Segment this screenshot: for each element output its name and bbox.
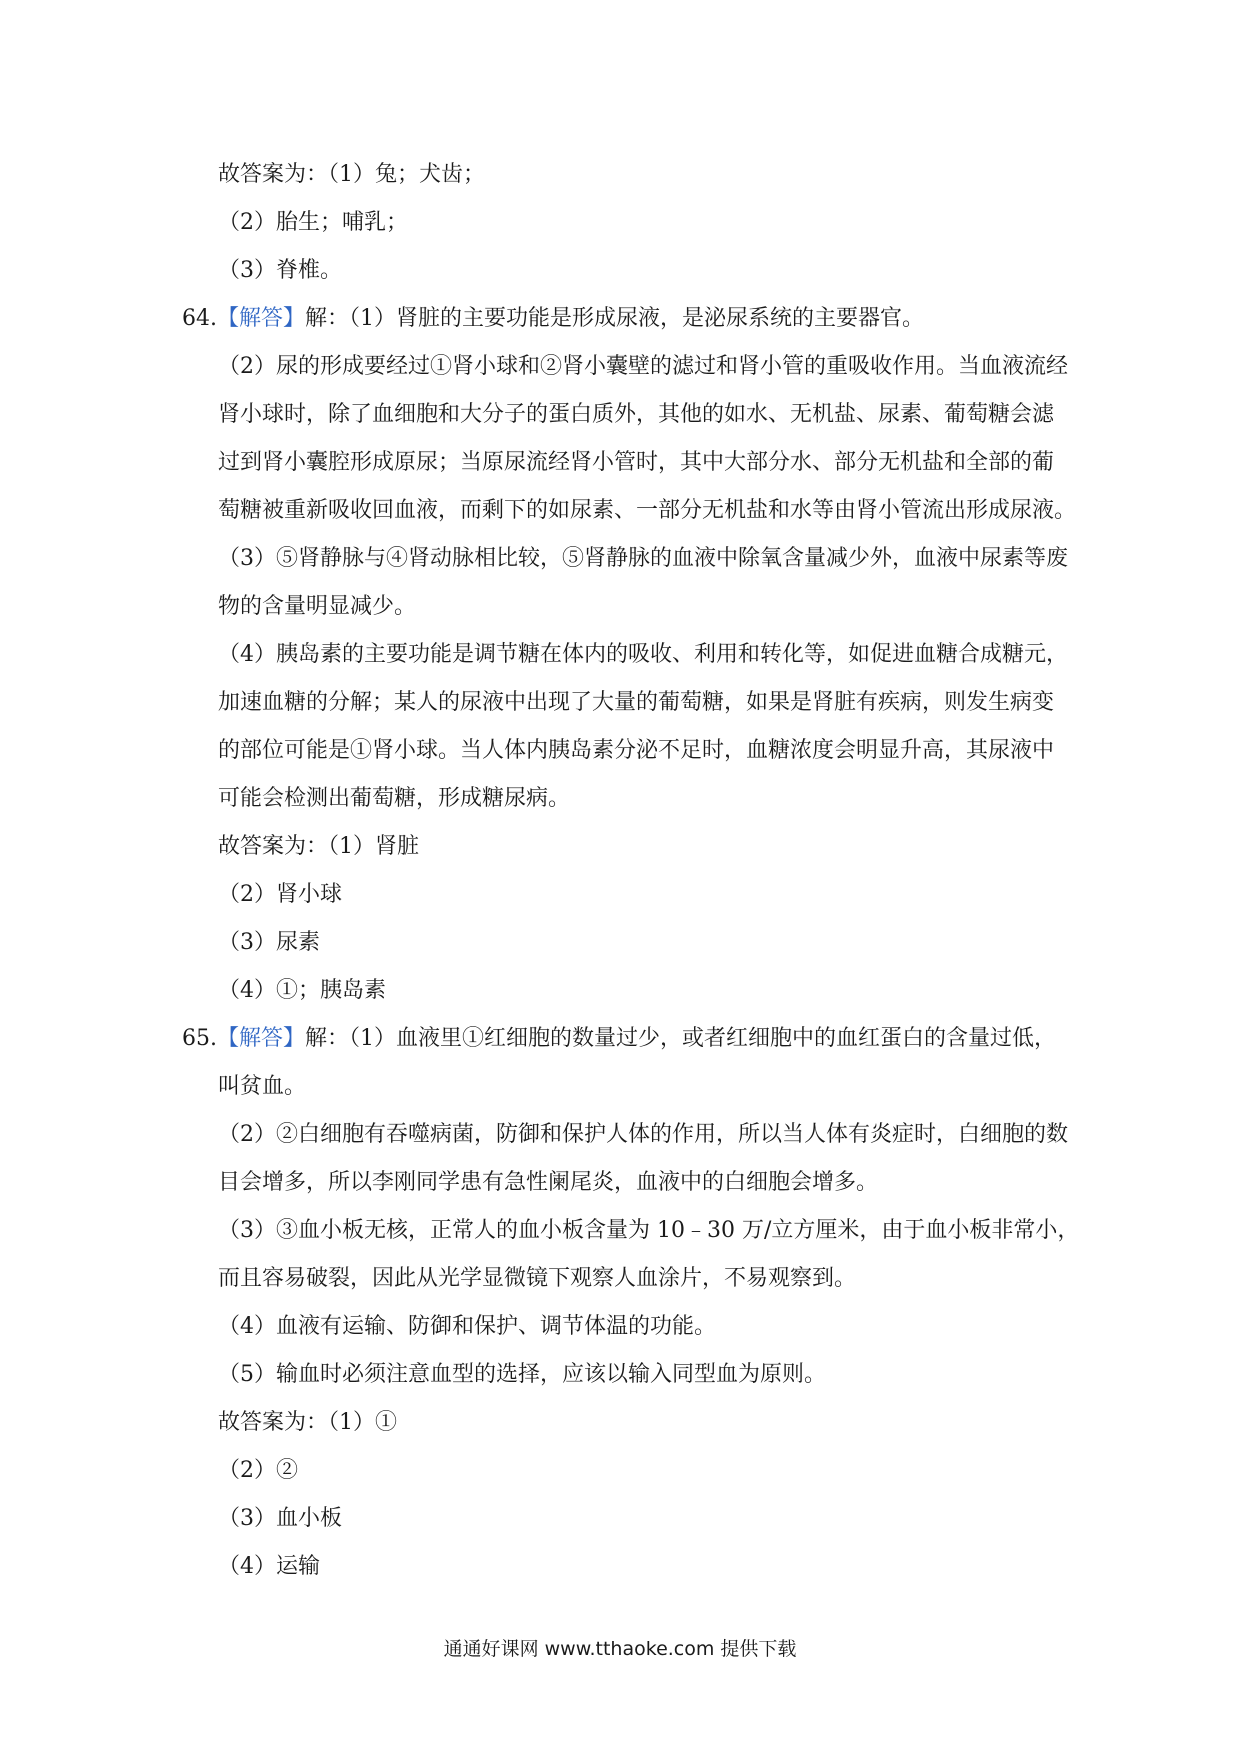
question-text: 解：（1）血液里①红细胞的数量过少，或者红细胞中的血红蛋白的含量过低， bbox=[305, 1026, 1057, 1051]
answer-line: （2）尿的形成要经过①肾小球和②肾小囊壁的滤过和肾小管的重吸收作用。当血液流经 bbox=[218, 354, 1068, 379]
page-footer: 通通好课网 www.tthaoke.com 提供下载 bbox=[443, 1638, 797, 1660]
answer-line: （4）①；胰岛素 bbox=[218, 978, 386, 1003]
answer-line: （2）肾小球 bbox=[218, 882, 342, 907]
answer-line: （5）输血时必须注意血型的选择，应该以输入同型血为原则。 bbox=[218, 1362, 826, 1387]
answer-line: 可能会检测出葡萄糖，形成糖尿病。 bbox=[218, 786, 571, 811]
question-text: 解：（1）肾脏的主要功能是形成尿液，是泌尿系统的主要器官。 bbox=[305, 306, 925, 331]
answer-line: （3）尿素 bbox=[218, 930, 320, 955]
answer-line: 萄糖被重新吸收回血液，而剩下的如尿素、一部分无机盐和水等由肾小管流出形成尿液。 bbox=[218, 498, 1077, 523]
answer-line: （3）脊椎。 bbox=[218, 258, 342, 283]
answer-line: 而且容易破裂，因此从光学显微镜下观察人血涂片，不易观察到。 bbox=[218, 1266, 857, 1291]
answer-line: 加速血糖的分解；某人的尿液中出现了大量的葡萄糖，如果是肾脏有疾病，则发生病变 bbox=[218, 690, 1055, 715]
question-65-heading bbox=[182, 1024, 1056, 1054]
answer-tag: 【解答】 bbox=[217, 306, 306, 331]
answer-line: （2）胎生；哺乳； bbox=[218, 210, 408, 235]
answer-line: 故答案为：（1）肾脏 bbox=[218, 834, 419, 859]
answer-line: 的部位可能是①肾小球。当人体内胰岛素分泌不足时，血糖浓度会明显升高，其尿液中 bbox=[218, 738, 1055, 763]
answer-tag: 【解答】 bbox=[217, 1026, 306, 1051]
answer-line: 故答案为：（1）① bbox=[218, 1410, 397, 1435]
answer-line: （4）运输 bbox=[218, 1554, 320, 1579]
answer-line: （4）胰岛素的主要功能是调节糖在体内的吸收、利用和转化等，如促进血糖合成糖元， bbox=[218, 642, 1068, 667]
answer-line: 故答案为：（1）兔；犬齿； bbox=[218, 162, 485, 187]
answer-line: （3）血小板 bbox=[218, 1506, 342, 1531]
answer-line: （4）血液有运输、防御和保护、调节体温的功能。 bbox=[218, 1314, 716, 1339]
answer-line: （3）⑤肾静脉与④肾动脉相比较，⑤肾静脉的血液中除氧含量减少外，血液中尿素等废 bbox=[218, 546, 1068, 571]
answer-line: （2）②白细胞有吞噬病菌，防御和保护人体的作用，所以当人体有炎症时，白细胞的数 bbox=[218, 1122, 1068, 1147]
answer-line: 目会增多，所以李刚同学患有急性阑尾炎，血液中的白细胞会增多。 bbox=[218, 1170, 879, 1195]
question-number: 65. bbox=[182, 1026, 217, 1051]
answer-line: 过到肾小囊腔形成原尿；当原尿流经肾小管时，其中大部分水、部分无机盐和全部的葡 bbox=[218, 450, 1055, 475]
answer-line: 叫贫血。 bbox=[218, 1074, 307, 1099]
answer-line: 物的含量明显减少。 bbox=[218, 594, 417, 619]
answer-line: （3）③血小板无核，正常人的血小板含量为 10﹣30 万/立方厘米，由于血小板非常小， bbox=[218, 1218, 1080, 1243]
answer-line: （2）② bbox=[218, 1458, 298, 1483]
question-64-heading bbox=[182, 304, 924, 334]
answer-line: 肾小球时，除了血细胞和大分子的蛋白质外，其他的如水、无机盐、尿素、葡萄糖会滤 bbox=[218, 402, 1055, 427]
question-number: 64. bbox=[182, 306, 217, 331]
